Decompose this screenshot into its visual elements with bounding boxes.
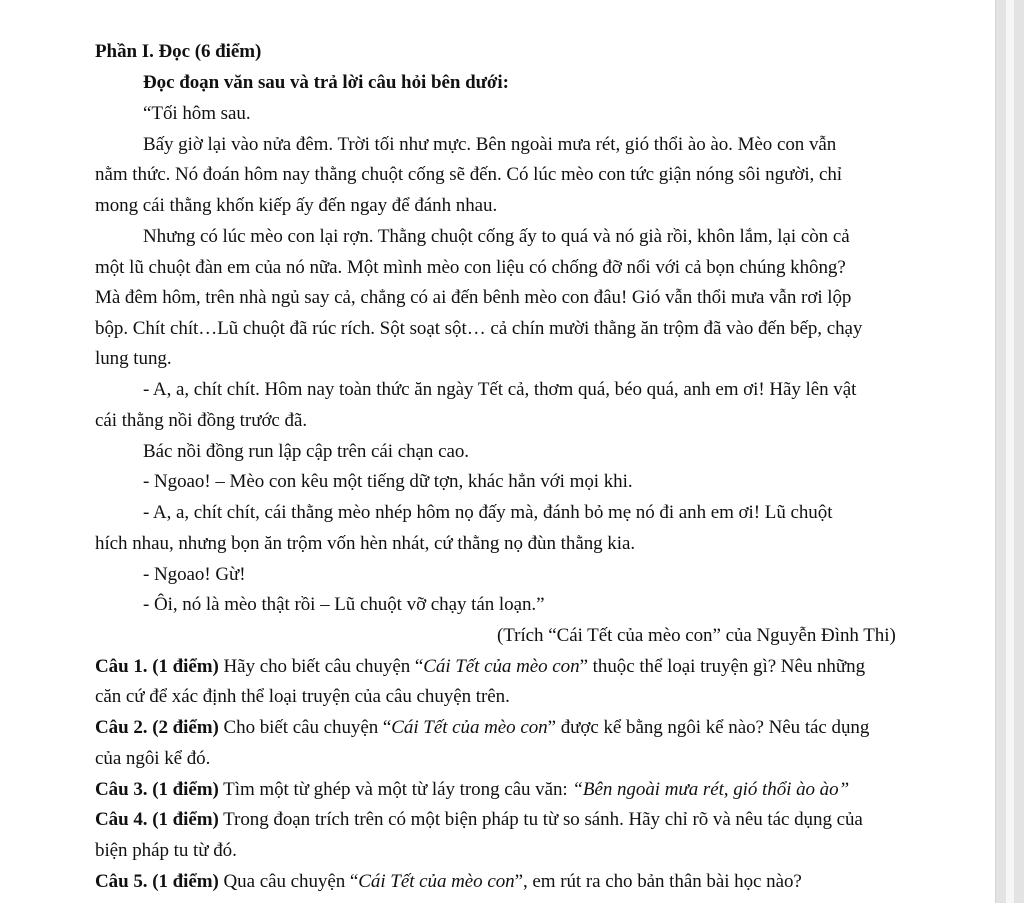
question-5: Câu 5. (1 điểm) Qua câu chuyện “Cái Tết của mèo con”, em rút ra cho bản thân bài học nào? xyxy=(95,871,802,892)
passage-line: “Tối hôm sau. xyxy=(143,103,251,124)
question-4: Câu 4. (1 điểm) Trong đoạn trích trên có một biện pháp tu từ so sánh. Hãy chỉ rõ và nêu tác dụng của xyxy=(95,809,863,830)
passage-line: - Ngoao! Gừ! xyxy=(143,564,246,585)
question-label: Câu 4. (1 điểm) xyxy=(95,809,219,830)
reading-instruction: Đọc đoạn văn sau và trả lời câu hỏi bên dưới: xyxy=(143,72,509,93)
passage-line: mong cái thằng khốn kiếp ấy đến ngay để đánh nhau. xyxy=(95,195,498,216)
passage-line: - A, a, chít chít, cái thằng mèo nhép hôm nọ đấy mà, đánh bỏ mẹ nó đi anh em ơi! Lũ chuột xyxy=(143,502,833,523)
passage-line: hích nhau, nhưng bọn ăn trộm vốn hèn nhát, cứ thằng nọ đùn thằng kia. xyxy=(95,533,636,554)
quoted-sentence: “Bên ngoài mưa rét, gió thổi ào ào” xyxy=(572,779,850,800)
passage-line: lung tung. xyxy=(95,348,172,369)
cut-off-text-fragment xyxy=(610,0,810,4)
passage-line: Bác nồi đồng run lập cập trên cái chạn cao. xyxy=(143,441,469,462)
passage-line: - Ngoao! – Mèo con kêu một tiếng dữ tợn, khác hẳn với mọi khi. xyxy=(143,471,633,492)
passage-line: một lũ chuột đàn em của nó nữa. Một mình mèo con liệu có chống đỡ nổi với cả bọn chúng không? xyxy=(95,257,846,278)
section-heading: Phần I. Đọc (6 điểm) xyxy=(95,41,262,62)
question-2-continued: của ngôi kể đó. xyxy=(95,748,211,769)
question-1-continued: căn cứ để xác định thể loại truyện của câu chuyện trên. xyxy=(95,686,510,707)
question-3: Câu 3. (1 điểm) Tìm một từ ghép và một từ láy trong câu văn: “Bên ngoài mưa rét, gió thổi ào ào” xyxy=(95,779,850,800)
question-label: Câu 1. (1 điểm) xyxy=(95,656,219,677)
question-label: Câu 3. (1 điểm) xyxy=(95,779,219,800)
passage-line: - A, a, chít chít. Hôm nay toàn thức ăn ngày Tết cả, thơm quá, béo quá, anh em ơi! Hãy lên vật xyxy=(143,379,857,400)
passage-line: bộp. Chít chít…Lũ chuột đã rúc rích. Sột soạt sột… cả chín mười thằng ăn trộm đã vào đến bếp, chạy xyxy=(95,318,863,339)
passage-line: cái thằng nồi đồng trước đã. xyxy=(95,410,308,431)
passage-line: Nhưng có lúc mèo con lại rợn. Thằng chuột cống ấy to quá và nó già rồi, khôn lắm, lại còn cả xyxy=(143,226,850,247)
question-4-continued: biện pháp tu từ đó. xyxy=(95,840,237,861)
question-label: Câu 2. (2 điểm) xyxy=(95,717,219,738)
question-1: Câu 1. (1 điểm) Hãy cho biết câu chuyện “Cái Tết của mèo con” thuộc thể loại truyện gì? Nêu những xyxy=(95,656,866,677)
passage-line: Mà đêm hôm, trên nhà ngủ say cả, chẳng có ai đến bênh mèo con đâu! Gió vẫn thổi mưa vẫn rơi lộp xyxy=(95,287,852,308)
story-title: Cái Tết của mèo con xyxy=(391,717,548,738)
passage-line: nằm thức. Nó đoán hôm nay thằng chuột cống sẽ đến. Có lúc mèo con tức giận nóng sôi người, chỉ xyxy=(95,164,843,185)
story-title: Cái Tết của mèo con xyxy=(358,871,515,892)
vertical-scrollbar[interactable] xyxy=(995,0,1024,903)
question-label: Câu 5. (1 điểm) xyxy=(95,871,219,892)
passage-line: Bấy giờ lại vào nửa đêm. Trời tối như mực. Bên ngoài mưa rét, gió thổi ào ào. Mèo con vẫn xyxy=(143,134,837,155)
passage-line: - Ôi, nó là mèo thật rồi – Lũ chuột vỡ chạy tán loạn.” xyxy=(143,594,545,615)
story-title: Cái Tết của mèo con xyxy=(423,656,580,677)
passage-citation: (Trích “Cái Tết của mèo con” của Nguyễn Đình Thi) xyxy=(497,625,896,646)
scrollbar-thumb[interactable] xyxy=(1006,0,1014,903)
question-2: Câu 2. (2 điểm) Cho biết câu chuyện “Cái Tết của mèo con” được kể bằng ngôi kể nào? Nêu tác dụng xyxy=(95,717,870,738)
